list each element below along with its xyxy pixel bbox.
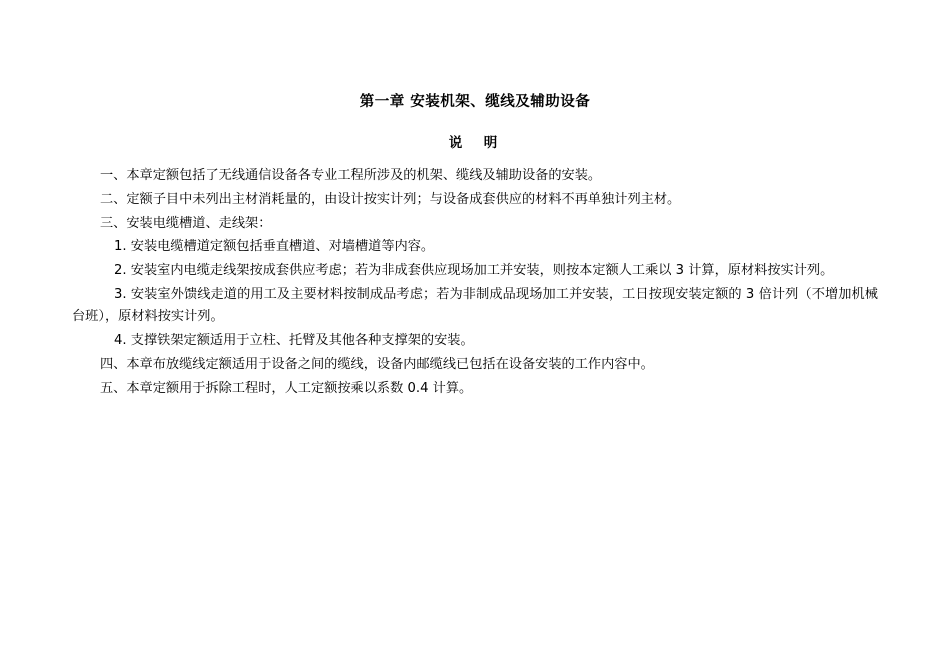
paragraph-2: 二、定额子目中未列出主材消耗量的，由设计按实计列；与设备成套供应的材料不再单独计列主材。 — [100, 191, 681, 207]
paragraph-1: 一、本章定额包括了无线通信设备各专业工程所涉及的机架、缆线及辅助设备的安装。 — [100, 168, 602, 184]
section-heading: 说 明 — [448, 135, 502, 152]
paragraph-3-3: 3. 安装室外馈线走道的用工及主要材料按制成品考虑；若为非制成品现场加工并安装，工日按现安装定额的 3 倍计列（不增加机械台班），原材料按实计列。 — [72, 286, 878, 325]
paragraph-3-4: 4. 支撑铁架定额适用于立柱、托臂及其他各种支撑架的安装。 — [114, 333, 474, 349]
paragraph-3: 三、安装电缆槽道、走线架： — [100, 215, 272, 231]
paragraph-5: 五、本章定额用于拆除工程时，人工定额按乘以系数 0.4 计算。 — [100, 380, 473, 396]
paragraph-3-1: 1. 安装电缆槽道定额包括垂直槽道、对墙槽道等内容。 — [114, 239, 435, 255]
paragraph-3-2: 2. 安装室内电缆走线架按成套供应考虑；若为非成套供应现场加工并安装，则按本定额人工乘以 3 计算，原材料按实计列。 — [114, 263, 834, 278]
paragraph-4: 四、本章布放缆线定额适用于设备之间的缆线，设备内邮缆线已包括在设备安装的工作内容中。 — [100, 356, 654, 372]
chapter-title: 第一章 安装机架、缆线及辅助设备 — [359, 94, 591, 110]
